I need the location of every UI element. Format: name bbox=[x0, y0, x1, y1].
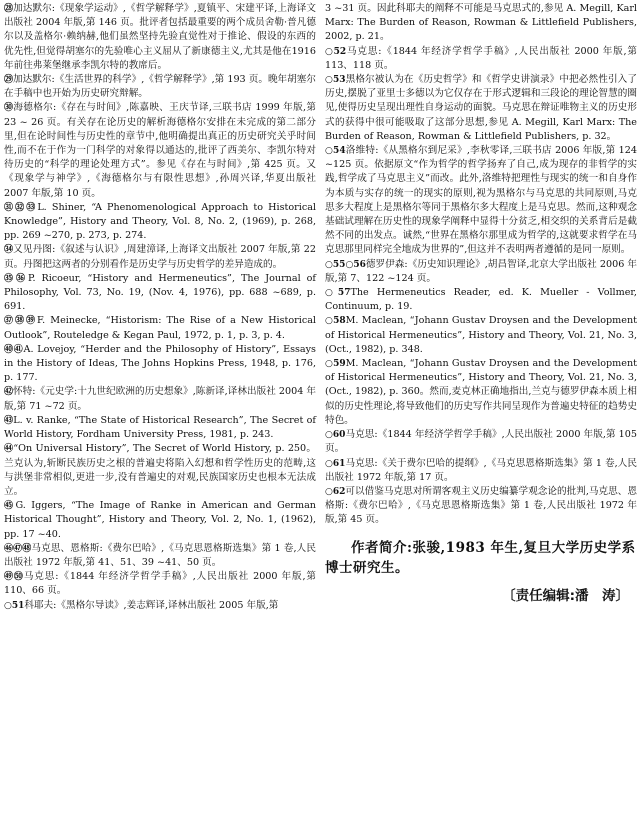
footnote-number: ㊷ bbox=[4, 387, 14, 398]
footnote-text: 马克思:《1844 年经济学哲学手稿》,人民出版社 2000 年版,第 110、66 页。 bbox=[4, 571, 316, 597]
footnote-number: ㊺ bbox=[4, 501, 16, 512]
footnote-number: ○55○56 bbox=[325, 259, 366, 270]
footnote bbox=[4, 414, 316, 442]
footnote bbox=[325, 286, 637, 314]
footnote bbox=[325, 144, 637, 258]
footnote-number: ㉙ bbox=[4, 75, 14, 86]
footnote-text: G. Iggers, “The Image of Ranke in American and German Historical Thought”, History and Theory, Vol. 2, No. 1, (1962), pp. 17 ~40. bbox=[4, 500, 316, 540]
footnote-text: L. v. Ranke, “The State of Historical Research”, The Secret of World History, Fordham University Press, 1981, p. 243. bbox=[4, 414, 316, 441]
footnote-number: ○60 bbox=[325, 430, 346, 441]
footnote-number: ㉛㉜㉝ bbox=[4, 202, 38, 213]
footnote-number: ○53 bbox=[325, 75, 346, 86]
footnote-number: ㉞ bbox=[4, 245, 14, 256]
right-column bbox=[325, 2, 637, 604]
footnote bbox=[4, 101, 316, 200]
footnote-number: ㊾㊿ bbox=[4, 572, 24, 583]
footnote-text: 德罗伊森:《历史知识理论》,胡昌智译,北京大学出版社 2006 年版,第 7、122 ~124 页。 bbox=[325, 258, 637, 284]
footnote bbox=[325, 45, 637, 73]
footnote-text: P. Ricoeur, “History and Hermeneutics”, The Journal of Philosophy, Vol. 73, No. 19, (Nov. 4, 1976), pp. 688 ~689, p. 691. bbox=[4, 272, 316, 313]
footnote-text: 科耶夫:《黑格尔导读》,姜志辉译,译林出版社 2005 年版,第 bbox=[24, 599, 279, 611]
footnote bbox=[325, 2, 637, 45]
footnote-number: ㉚ bbox=[4, 103, 14, 114]
footnote-number: ○54 bbox=[325, 146, 346, 157]
footnote-text: 黑格尔被认为在《历史哲学》和《哲学史讲演录》中把必然性引入了历史,摆脱了亚里士多德以为它仅存在于形式逻辑和三段论的理论智慧的圈见,使得历史呈现出理性自身运动的面貌。马克思在辩证唯物主义的历史形式的获得中很可能吸取了这部分思想,参见 A. Megill, Karl Marx: The Burden of Reason, Rowman & Littlefield Publishers, p. 32。 bbox=[325, 74, 637, 142]
footnote-text: “On Universal History”, The Secret of World History, p. 250。兰克认为,斩断民族历史之根的普遍史将陷入幻想和哲学性历史的范畴,这与洪堡非常相似,更进一步,没有普遍史的对观,民族国家历史也根本无法成立。 bbox=[4, 443, 316, 497]
footnote-number: ㉘ bbox=[4, 4, 14, 14]
right-notes-list bbox=[325, 2, 637, 528]
footnote bbox=[4, 499, 316, 542]
footnote bbox=[4, 73, 316, 101]
footnote bbox=[4, 343, 316, 386]
footnote-text: L. Shiner, “A Phenomenological Approach to Historical Knowledge”, History and Theory, Vol. 8, No. 2, (1969), p. 268, pp. 269 ~270, p. 273, p. 274. bbox=[4, 201, 316, 242]
footnote-text: 海德格尔:《存在与时间》,陈嘉映、王庆节译,三联书店 1999 年版,第 23 ~ 26 页。有关存在论历史的解析海德格尔安排在未完成的第二部分里,但在论时间性与历史性的章节中,他明确提出真正的历史研究关乎时间性,而不在于作为一门科学的对象得以通达的,批评了西美尔、李凯尔特对待历史的“科学的理论处理方式”。参见《存在与时间》,第 425 页。又《现象学与神学》,《海德格尔与有限性思想》,孙周兴译,华夏出版社 2007 年版,第 10 页。 bbox=[4, 102, 316, 199]
footnote-text: 怀特:《元史学:十九世纪欧洲的历史想象》,陈新译,译林出版社 2004 年版,第 71 ~72 页。 bbox=[4, 386, 316, 412]
footnote-number: ㊲㊳㊴ bbox=[4, 316, 37, 327]
footnote-text: 马克思:《1844 年经济学哲学手稿》,人民出版社 2000 年版,第 105 页。 bbox=[325, 429, 637, 455]
footnote-text: 3 ~31 页。因此科耶夫的阐释不可能是马克思式的,参见 A. Megill, Karl Marx: The Burden of Reason, Rowman & Littlefield Publishers, 2002, p. 21。 bbox=[325, 3, 637, 43]
footnote-text: M. Maclean, “Johann Gustav Droysen and the Development of Historical Hermeneutics”, History and Theory, Vol. 21, No. 3, (Oct., 1982), p. 348. bbox=[325, 315, 637, 355]
footnote-number: ㉟㊱ bbox=[4, 273, 28, 284]
footnote-text: 加达默尔:《现象学运动》,《哲学解释学》,夏镇平、宋建平译,上海译文出版社 2004 年版,第 146 页。批评者包括最重要的两个成员舍勒·普凡德尔以及盖格尔·赖纳赫,他们虽然坚持先验直觉性对于推论、假设的东西的优先性,但觉得胡塞尔的先验唯心主义屈从了新康德主义,尤其是他在1916 年前往弗莱堡继承李凯尔特的教席后。 bbox=[4, 3, 316, 71]
footnote bbox=[4, 385, 316, 413]
footnote bbox=[4, 243, 316, 271]
footnote bbox=[4, 201, 316, 244]
footnote-number: ㊻㊼㊽ bbox=[4, 543, 32, 554]
editor-line: 〔责任编辑:潘 涛〕 bbox=[502, 587, 629, 604]
footnote-number: ○57 bbox=[325, 288, 351, 299]
footnote-text: A. Lovejoy, “Herder and the Philosophy of History”, Essays in the History of Ideas, The Johns Hopkins Press, 1948, p. 176, p. 177. bbox=[4, 343, 316, 384]
footnote-number: ㊸ bbox=[4, 415, 14, 426]
footnote-number: ○59 bbox=[325, 359, 346, 370]
footnote bbox=[325, 314, 637, 357]
footnote-number: ○52 bbox=[325, 46, 347, 57]
footnote-text: 加达默尔:《生活世界的科学》,《哲学解释学》,第 193 页。晚年胡塞尔在手稿中也开始为历史研究辩解。 bbox=[4, 74, 316, 100]
footnote bbox=[4, 599, 316, 613]
footnote bbox=[325, 457, 637, 485]
author-bio: 作者简介:张骏,1983 年生,复旦大学历史学系博士研究生。 bbox=[325, 539, 636, 576]
footnote-number: ○58 bbox=[325, 316, 346, 327]
footnote-text: The Hermeneutics Reader, ed. K. Mueller - Vollmer, Continuum, p. 19. bbox=[325, 287, 637, 313]
footnote-text: 马克思:《1844 年经济学哲学手稿》,人民出版社 2000 年版,第 113、118 页。 bbox=[325, 45, 637, 71]
footnote bbox=[325, 485, 637, 528]
footnote bbox=[325, 357, 637, 428]
left-column bbox=[4, 2, 316, 613]
footnote bbox=[4, 542, 316, 570]
footnote-number: ○62 bbox=[325, 486, 346, 497]
footnote-number: ㊵㊶ bbox=[4, 344, 24, 355]
footnote bbox=[4, 442, 316, 499]
footnote-text: F. Meinecke, “Historism: The Rise of a New Historical Outlook”, Routeledge & Kegan Paul, 1972, p. 1, p. 3, p. 4. bbox=[4, 315, 316, 341]
footnote bbox=[4, 570, 316, 598]
footnote bbox=[325, 258, 637, 286]
footnote-text: 马克思、恩格斯:《费尔巴哈》,《马克思恩格斯选集》第 1 卷,人民出版社 1972 年版,第 41、51、39 ~41、50 页。 bbox=[4, 542, 316, 568]
footnote bbox=[325, 428, 637, 456]
footnote-text: 马克思:《关于费尔巴哈的提纲》,《马克思恩格斯选集》第 1 卷,人民出版社 1972 年版,第 17 页。 bbox=[325, 457, 637, 483]
footnote-number: ㊹ bbox=[4, 444, 14, 455]
footnote-text: 又见丹图:《叙述与认识》,周建漳译,上海译文出版社 2007 年版,第 22 页。丹图把这两者的分别看作是历史学与历史哲学的差异造成的。 bbox=[4, 244, 316, 270]
footnote bbox=[4, 2, 316, 73]
footnote-number: ○61 bbox=[325, 458, 346, 469]
footnote-number: ○51 bbox=[4, 600, 25, 611]
footnote bbox=[325, 73, 637, 144]
footnote-text: 洛维特:《从黑格尔到尼采》,李秋零译,三联书店 2006 年版,第 124 ~125 页。依据原文“作为哲学的哲学扬弃了自己,成为现存的非哲学的实践,哲学成了马克思主义”而改。此外,洛维特把理性与现实的统一和自身作为本质与实存的统一的现实的原则,视为黑格尔与马克思的共同原则,马克思多大程度上是黑格尔等同于黑格尔多大程度上是马克思。然而,这种观念基础试理解在历史性的现象学阐释中显得十分贫乏,相交织的关系背后是截然不同的出发点。诚然,“世界在黑格尔那里成为哲学的,这就要求哲学在马克思那里同样完全地成为世界的”,但这并不表明两者遵循的是同一原则。 bbox=[325, 145, 637, 256]
footnote-text: M. Maclean, “Johann Gustav Droysen and the Development of Historical Hermeneutics”, History and Theory, Vol. 21, No. 3, (Oct., 1982), p. 360。然而,麦克林正确地指出,兰克与德罗伊森本质上相似的历史性理论,将导致他们的历史写作共同呈现作为普遍史特征的趋势史特色。 bbox=[325, 358, 637, 426]
footnote-text: 可以借鉴马克思对所谓客观主义历史编纂学观念论的批判,马克思、恩格斯:《费尔巴哈》,《马克思恩格斯选集》第 1 卷,人民出版社 1972 年版,第 45 页。 bbox=[325, 485, 637, 526]
footnote bbox=[4, 314, 316, 342]
footnote bbox=[4, 272, 316, 315]
